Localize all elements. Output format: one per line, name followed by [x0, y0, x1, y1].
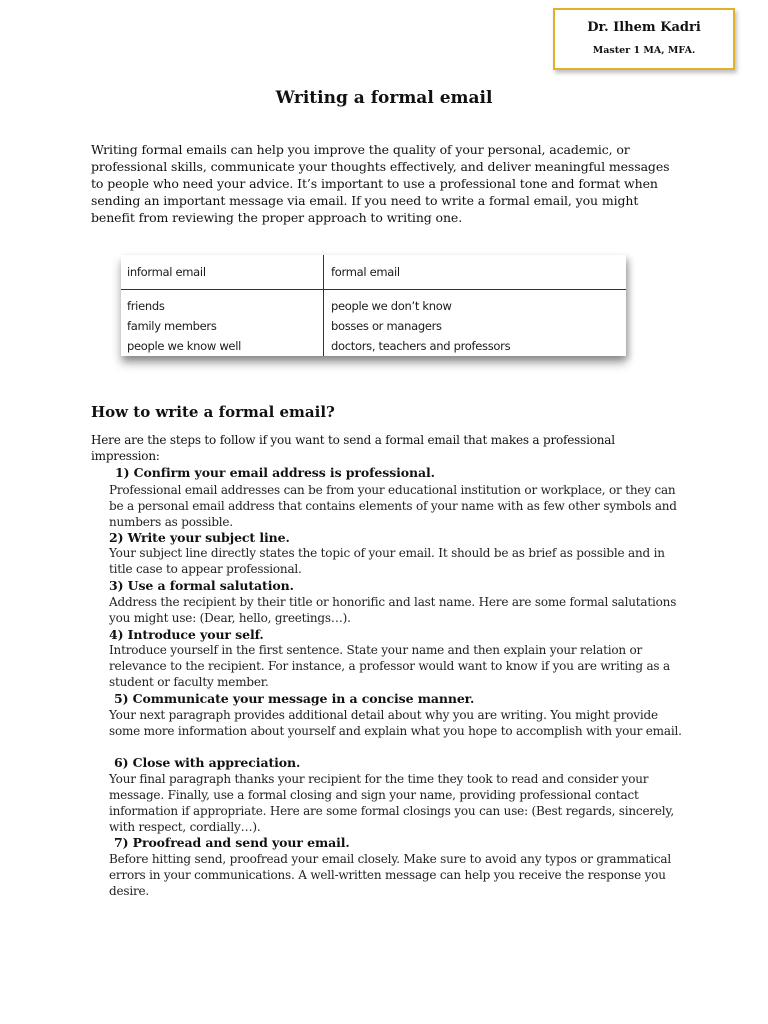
author-name: Dr. Ilhem Kadri [587, 20, 701, 35]
table-cell-informal: friends [127, 299, 165, 313]
step-heading: 7) Proofread and send your email. [114, 835, 350, 850]
step-body: Address the recipient by their title or honorific and last name. Here are some formal salutations you might use: (Dear, hello, greetings…). [109, 595, 677, 625]
table-cell-formal: people we don’t know [331, 299, 452, 313]
step-heading: 6) Close with appreciation. [114, 755, 301, 770]
table-header-formal: formal email [331, 265, 400, 279]
page-title: Writing a formal email [275, 88, 493, 108]
table-cell-formal: bosses or managers [331, 319, 442, 333]
step-heading: 2) Write your subject line. [109, 530, 290, 545]
step-heading: 5) Communicate your message in a concise manner. [114, 691, 475, 706]
table-header-divider [121, 289, 626, 290]
step-body: Your next paragraph provides additional detail about why you are writing. You might provide some more information about yourself and explain what you hope to accomplish with your email. [109, 708, 682, 738]
section-heading: How to write a formal email? [91, 403, 335, 421]
step-heading: 4) Introduce your self. [109, 627, 264, 642]
table-cell-informal: people we know well [127, 339, 241, 353]
intro-paragraph: Writing formal emails can help you improve the quality of your personal, academic, or professional skills, communicate your thoughts effectively, and deliver meaningful messages to people who need your advice. It’s important to use a professional tone and format when sending an important message via email. If you need to write a formal email, you might benefit from reviewing the proper approach to writing one. [91, 142, 670, 225]
step-body: Before hitting send, proofread your email closely. Make sure to avoid any typos or grammatical errors in your communications. A well-written message can help you receive the response you desire. [109, 852, 672, 898]
author-degree: Master 1 MA, MFA. [592, 45, 696, 56]
table-cell-informal: family members [127, 319, 217, 333]
author-box [553, 8, 735, 70]
table-column-divider [323, 255, 324, 356]
table-header-informal: informal email [127, 265, 206, 279]
step-body: Professional email addresses can be from your educational institution or workplace, or they can be a personal email address that contains elements of your name with as few other symbols and numbers as possible. [109, 483, 677, 529]
table-cell-formal: doctors, teachers and professors [331, 339, 511, 353]
step-body: Your final paragraph thanks your recipient for the time they took to read and consider your message. Finally, use a formal closing and sign your name, providing professional contact information if appropriate. Here are some formal closings you can use: (Best regards, sincerely, with respect, cordially…). [109, 772, 675, 834]
step-body: Your subject line directly states the topic of your email. It should be as brief as possible and in title case to appear professional. [109, 546, 665, 576]
steps-intro: Here are the steps to follow if you want to send a formal email that makes a professional impression: [91, 433, 615, 463]
step-heading: 3) Use a formal salutation. [109, 578, 294, 593]
step-body: Introduce yourself in the first sentence. State your name and then explain your relation or relevance to the recipient. For instance, a professor would want to know if you are writing as a student or faculty member. [109, 643, 670, 689]
comparison-table [121, 255, 626, 356]
step-heading: 1) Confirm your email address is professional. [115, 465, 435, 480]
